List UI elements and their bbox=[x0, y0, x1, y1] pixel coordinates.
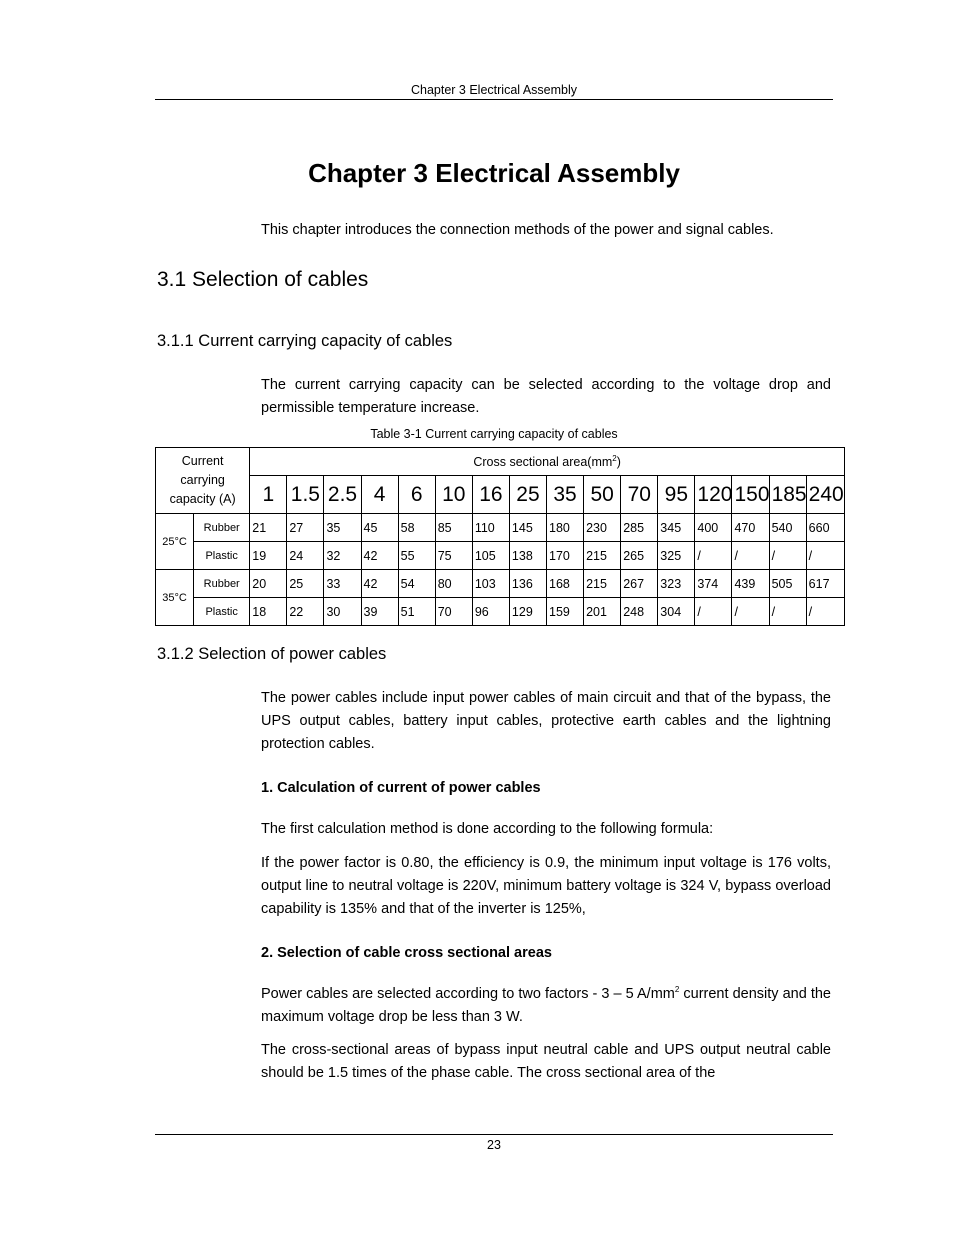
capacity-value-cell: 136 bbox=[509, 570, 546, 598]
area-header-cell: 6 bbox=[398, 476, 435, 514]
capacity-value-cell: 470 bbox=[732, 514, 769, 542]
area-header-cell: 1.5 bbox=[287, 476, 324, 514]
area-header-cell: 50 bbox=[584, 476, 621, 514]
area-header-cell: 16 bbox=[472, 476, 509, 514]
capacity-value-cell: / bbox=[806, 542, 844, 570]
table-header-row bbox=[156, 448, 845, 476]
area-header-cell: 95 bbox=[658, 476, 695, 514]
section-3-1-1-paragraph: The current carrying capacity can be selected according to the voltage drop and permissible temperature increase. bbox=[261, 377, 831, 416]
capacity-value-cell: 374 bbox=[695, 570, 732, 598]
capacity-value-cell: 18 bbox=[250, 598, 287, 626]
capacity-value-cell: 617 bbox=[806, 570, 844, 598]
subheading-cross-section: 2. Selection of cable cross sectional areas bbox=[261, 945, 552, 961]
area-header-cell: 185 bbox=[769, 476, 806, 514]
temperature-cell: 25°C bbox=[156, 514, 194, 570]
material-cell: Plastic bbox=[194, 542, 250, 570]
subheading-calculation: 1. Calculation of current of power cables bbox=[261, 780, 541, 796]
capacity-value-cell: 323 bbox=[658, 570, 695, 598]
capacity-value-cell: 21 bbox=[250, 514, 287, 542]
capacity-value-cell: 103 bbox=[472, 570, 509, 598]
capacity-value-cell: / bbox=[732, 598, 769, 626]
capacity-value-cell: 22 bbox=[287, 598, 324, 626]
capacity-value-cell: 248 bbox=[621, 598, 658, 626]
capacity-value-cell: 30 bbox=[324, 598, 361, 626]
calculation-paragraph-1: The first calculation method is done according to the following formula: bbox=[261, 821, 714, 837]
section-3-1-1-heading: 3.1.1 Current carrying capacity of cables bbox=[157, 332, 453, 350]
capacity-value-cell: 42 bbox=[361, 542, 398, 570]
cross-section-text-b: current density and the maximum voltage drop be less than 3 W. bbox=[261, 986, 831, 1025]
capacity-value-cell: 325 bbox=[658, 542, 695, 570]
capacity-value-cell: 439 bbox=[732, 570, 769, 598]
capacity-value-cell: 80 bbox=[435, 570, 472, 598]
area-row bbox=[156, 476, 845, 514]
capacity-value-cell: 145 bbox=[509, 514, 546, 542]
calculation-paragraph-2: If the power factor is 0.80, the efficiency is 0.9, the minimum input voltage is 176 volts, output line to neutral voltage is 220V, minimum battery voltage is 324 V, bypass overload capability is 135% and that of the inverter is 125%, bbox=[261, 855, 831, 917]
capacity-value-cell: 39 bbox=[361, 598, 398, 626]
area-header-cell: 240 bbox=[806, 476, 844, 514]
page-number: 23 bbox=[487, 1138, 501, 1152]
area-header-cell: 150 bbox=[732, 476, 769, 514]
footer-rule bbox=[155, 1134, 833, 1135]
cross-section-header-prefix: Cross sectional area(mm bbox=[473, 454, 613, 469]
capacity-value-cell: 25 bbox=[287, 570, 324, 598]
cross-section-header-suffix: ) bbox=[616, 454, 621, 469]
area-header-cell: 120 bbox=[695, 476, 732, 514]
area-header-cell: 2.5 bbox=[324, 476, 361, 514]
capacity-value-cell: 265 bbox=[621, 542, 658, 570]
area-header-cell: 70 bbox=[621, 476, 658, 514]
capacity-value-cell: 19 bbox=[250, 542, 287, 570]
capacity-value-cell: 215 bbox=[584, 542, 621, 570]
capacity-value-cell: 51 bbox=[398, 598, 435, 626]
capacity-value-cell: 27 bbox=[287, 514, 324, 542]
capacity-value-cell: / bbox=[806, 598, 844, 626]
material-cell: Rubber bbox=[194, 570, 250, 598]
corner-header: Current carrying capacity (A) bbox=[156, 448, 250, 514]
header-rule bbox=[155, 99, 833, 100]
cross-section-header-sup: 2 bbox=[612, 453, 617, 463]
capacity-value-cell: 540 bbox=[769, 514, 806, 542]
capacity-value-cell: 55 bbox=[398, 542, 435, 570]
cross-section-paragraph-2: The cross-sectional areas of bypass input neutral cable and UPS output neutral cable should be 1.5 times of the phase cable. The cross sectional area of the bbox=[261, 1042, 831, 1081]
material-cell: Plastic bbox=[194, 598, 250, 626]
capacity-value-cell: 170 bbox=[547, 542, 584, 570]
capacity-value-cell: 75 bbox=[435, 542, 472, 570]
capacity-value-cell: 24 bbox=[287, 542, 324, 570]
capacity-value-cell: 138 bbox=[509, 542, 546, 570]
capacity-value-cell: 505 bbox=[769, 570, 806, 598]
capacity-value-cell: 45 bbox=[361, 514, 398, 542]
capacity-value-cell: 304 bbox=[658, 598, 695, 626]
capacity-value-cell: / bbox=[695, 542, 732, 570]
capacity-value-cell: 345 bbox=[658, 514, 695, 542]
capacity-value-cell: 267 bbox=[621, 570, 658, 598]
capacity-value-cell: 400 bbox=[695, 514, 732, 542]
temperature-cell: 35°C bbox=[156, 570, 194, 626]
area-header-cell: 10 bbox=[435, 476, 472, 514]
capacity-value-cell: 33 bbox=[324, 570, 361, 598]
cross-section-sup: 2 bbox=[674, 985, 680, 995]
capacity-value-cell: 159 bbox=[547, 598, 584, 626]
table-caption: Table 3-1 Current carrying capacity of cables bbox=[370, 427, 618, 441]
capacity-value-cell: 96 bbox=[472, 598, 509, 626]
capacity-value-cell: / bbox=[732, 542, 769, 570]
capacity-value-cell: 230 bbox=[584, 514, 621, 542]
capacity-value-cell: 129 bbox=[509, 598, 546, 626]
area-header-cell: 4 bbox=[361, 476, 398, 514]
capacity-value-cell: / bbox=[769, 598, 806, 626]
chapter-intro: This chapter introduces the connection methods of the power and signal cables. bbox=[261, 222, 774, 238]
section-3-1-heading: 3.1 Selection of cables bbox=[157, 268, 369, 291]
area-header-cell: 1 bbox=[250, 476, 287, 514]
section-3-1-2-paragraph: The power cables include input power cables of main circuit and that of the bypass, the UPS output cables, battery input cables, protective earth cables and the lightning protection cables. bbox=[261, 690, 831, 752]
capacity-value-cell: 85 bbox=[435, 514, 472, 542]
cross-section-paragraph-1 bbox=[261, 983, 831, 1029]
cross-section-text-a: Power cables are selected according to two factors - 3 – 5 A/mm bbox=[261, 986, 675, 1002]
section-3-1-2-heading: 3.1.2 Selection of power cables bbox=[157, 645, 387, 663]
capacity-value-cell: / bbox=[769, 542, 806, 570]
area-header-cell: 35 bbox=[547, 476, 584, 514]
cross-section-header bbox=[250, 448, 845, 476]
capacity-value-cell: 180 bbox=[547, 514, 584, 542]
capacity-value-cell: 42 bbox=[361, 570, 398, 598]
capacity-value-cell: 70 bbox=[435, 598, 472, 626]
area-header-cell: 25 bbox=[509, 476, 546, 514]
capacity-value-cell: 32 bbox=[324, 542, 361, 570]
capacity-value-cell: 660 bbox=[806, 514, 844, 542]
capacity-value-cell: 35 bbox=[324, 514, 361, 542]
running-header: Chapter 3 Electrical Assembly bbox=[410, 83, 578, 97]
capacity-value-cell: 110 bbox=[472, 514, 509, 542]
capacity-value-cell: 54 bbox=[398, 570, 435, 598]
table-row bbox=[156, 542, 845, 570]
current-capacity-table bbox=[155, 447, 845, 626]
capacity-value-cell: 285 bbox=[621, 514, 658, 542]
capacity-value-cell: 201 bbox=[584, 598, 621, 626]
capacity-value-cell: 20 bbox=[250, 570, 287, 598]
table-row bbox=[156, 514, 845, 542]
capacity-value-cell: / bbox=[695, 598, 732, 626]
capacity-value-cell: 168 bbox=[547, 570, 584, 598]
capacity-value-cell: 58 bbox=[398, 514, 435, 542]
table-row bbox=[156, 570, 845, 598]
capacity-value-cell: 105 bbox=[472, 542, 509, 570]
material-cell: Rubber bbox=[194, 514, 250, 542]
table-row bbox=[156, 598, 845, 626]
chapter-title: Chapter 3 Electrical Assembly bbox=[308, 158, 680, 188]
capacity-value-cell: 215 bbox=[584, 570, 621, 598]
